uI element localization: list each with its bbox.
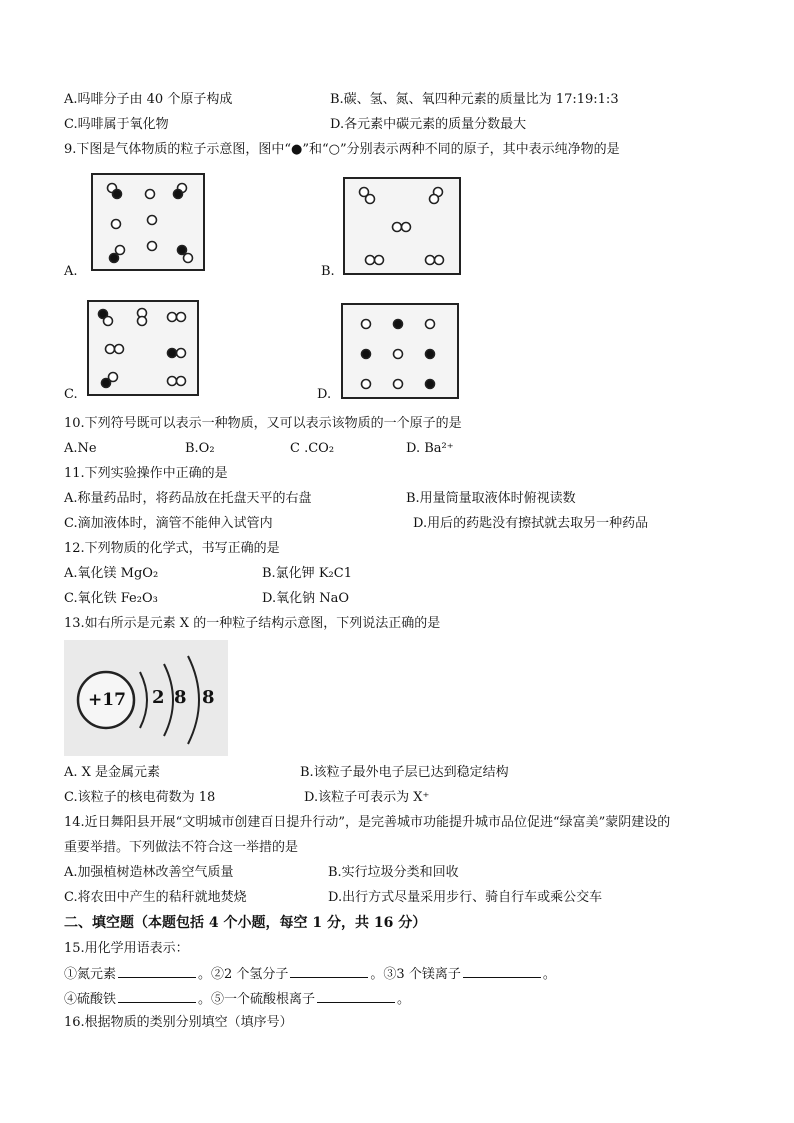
q13-stem: 13.如右所示是元素 X 的一种粒子结构示意图，下列说法正确的是 [64, 616, 441, 631]
q9-label-d: D. [317, 387, 332, 402]
q8-option-d: D.各元素中碳元素的质量分数最大 [330, 117, 527, 132]
q15-blank-1[interactable] [118, 964, 196, 978]
q11-option-d: D.用后的药匙没有擦拭就去取另一种药品 [413, 516, 649, 531]
q9-figure-a [84, 170, 212, 274]
q9-figure-d [338, 300, 462, 402]
q16-stem: 16.根据物质的类别分别填空（填序号） [64, 1015, 293, 1030]
q10-stem: 10.下列符号既可以表示一种物质，又可以表示该物质的一个原子的是 [64, 416, 462, 431]
shell-3-count: 8 [202, 687, 215, 708]
q12-option-b: B.氯化钾 K₂C1 [262, 566, 352, 581]
shell-1-count: 2 [152, 687, 165, 708]
q12-option-a: A.氧化镁 MgO₂ [64, 566, 159, 581]
q15-blank-2[interactable] [290, 964, 368, 978]
q11-option-c: C.滴加液体时，滴管不能伸入试管内 [64, 516, 273, 531]
nucleus-charge: +17 [88, 690, 126, 710]
q8-option-c: C.吗啡属于氧化物 [64, 117, 169, 132]
q14-option-d: D.出行方式尽量采用步行、骑自行车或乘公交车 [328, 890, 603, 905]
q15-stem: 15.用化学用语表示： [64, 941, 189, 956]
q11-option-a: A.称量药品时，将药品放在托盘天平的右盘 [64, 491, 312, 506]
q9-label-c: C. [64, 387, 78, 402]
q10-option-c: C .CO₂ [290, 441, 335, 456]
q15-blank-3[interactable] [463, 964, 541, 978]
q14-option-a: A.加强植树造林改善空气质量 [64, 865, 234, 880]
q8-option-a: A.吗啡分子由 40 个原子构成 [64, 92, 233, 107]
q9-stem: 9.下图是气体物质的粒子示意图，图中“●”和“○”分别表示两种不同的原子，其中表示纯净物的是 [64, 142, 620, 157]
q9-label-a: A. [64, 264, 78, 279]
atom-structure-diagram [64, 640, 228, 756]
q15-item-3-label: 。③3 个镁离子 [370, 967, 461, 982]
q15-item-1-label: ①氮元素 [64, 967, 117, 982]
q11-stem: 11.下列实验操作中正确的是 [64, 466, 228, 481]
q14-option-c: C.将农田中产生的秸秆就地焚烧 [64, 890, 247, 905]
q8-option-b: B.碳、氢、氮、氧四种元素的质量比为 17:19:1:3 [330, 92, 619, 107]
q15-item-5-label: 。⑤一个硫酸根离子 [198, 992, 316, 1007]
q11-option-b: B.用量筒量取液体时俯视读数 [406, 491, 576, 506]
q12-option-c: C.氧化铁 Fe₂O₃ [64, 591, 158, 606]
q10-option-a: A.Ne [64, 441, 97, 456]
q9-figure-b [340, 172, 464, 278]
q15-blank-5[interactable] [317, 989, 395, 1003]
q15-line1 [64, 964, 556, 984]
q15-line2 [64, 989, 410, 1009]
q9-figure-c [84, 297, 202, 399]
q15-item-4-label: ④硫酸铁 [64, 992, 117, 1007]
q10-option-d: D. Ba²⁺ [406, 441, 454, 456]
q12-stem: 12.下列物质的化学式，书写正确的是 [64, 541, 280, 556]
shell-2-count: 8 [174, 687, 187, 708]
q13-option-c: C.该粒子的核电荷数为 18 [64, 790, 216, 805]
q15-line2-end: 。 [397, 992, 411, 1007]
q14-stem-line1: 14.近日舞阳县开展“文明城市创建百日提升行动”，是完善城市功能提升城市品位促进“绿富美”蒙阴建设的 [64, 815, 671, 830]
q10-option-b: B.O₂ [185, 441, 215, 456]
q15-item-2-label: 。②2 个氢分子 [198, 967, 289, 982]
q13-option-a: A. X 是金属元素 [64, 765, 161, 780]
q15-blank-4[interactable] [118, 989, 196, 1003]
q13-option-b: B.该粒子最外电子层已达到稳定结构 [300, 765, 509, 780]
q14-stem-line2: 重要举措。下列做法不符合这一举措的是 [64, 840, 299, 855]
q13-option-d: D.该粒子可表示为 X⁺ [304, 790, 430, 805]
q12-option-d: D.氧化钠 NaO [262, 591, 350, 606]
q9-label-b: B. [321, 264, 335, 279]
q14-option-b: B.实行垃圾分类和回收 [328, 865, 459, 880]
section-2-title: 二、填空题（本题包括 4 个小题，每空 1 分，共 16 分） [64, 915, 427, 931]
q15-line1-end: 。 [542, 967, 556, 982]
